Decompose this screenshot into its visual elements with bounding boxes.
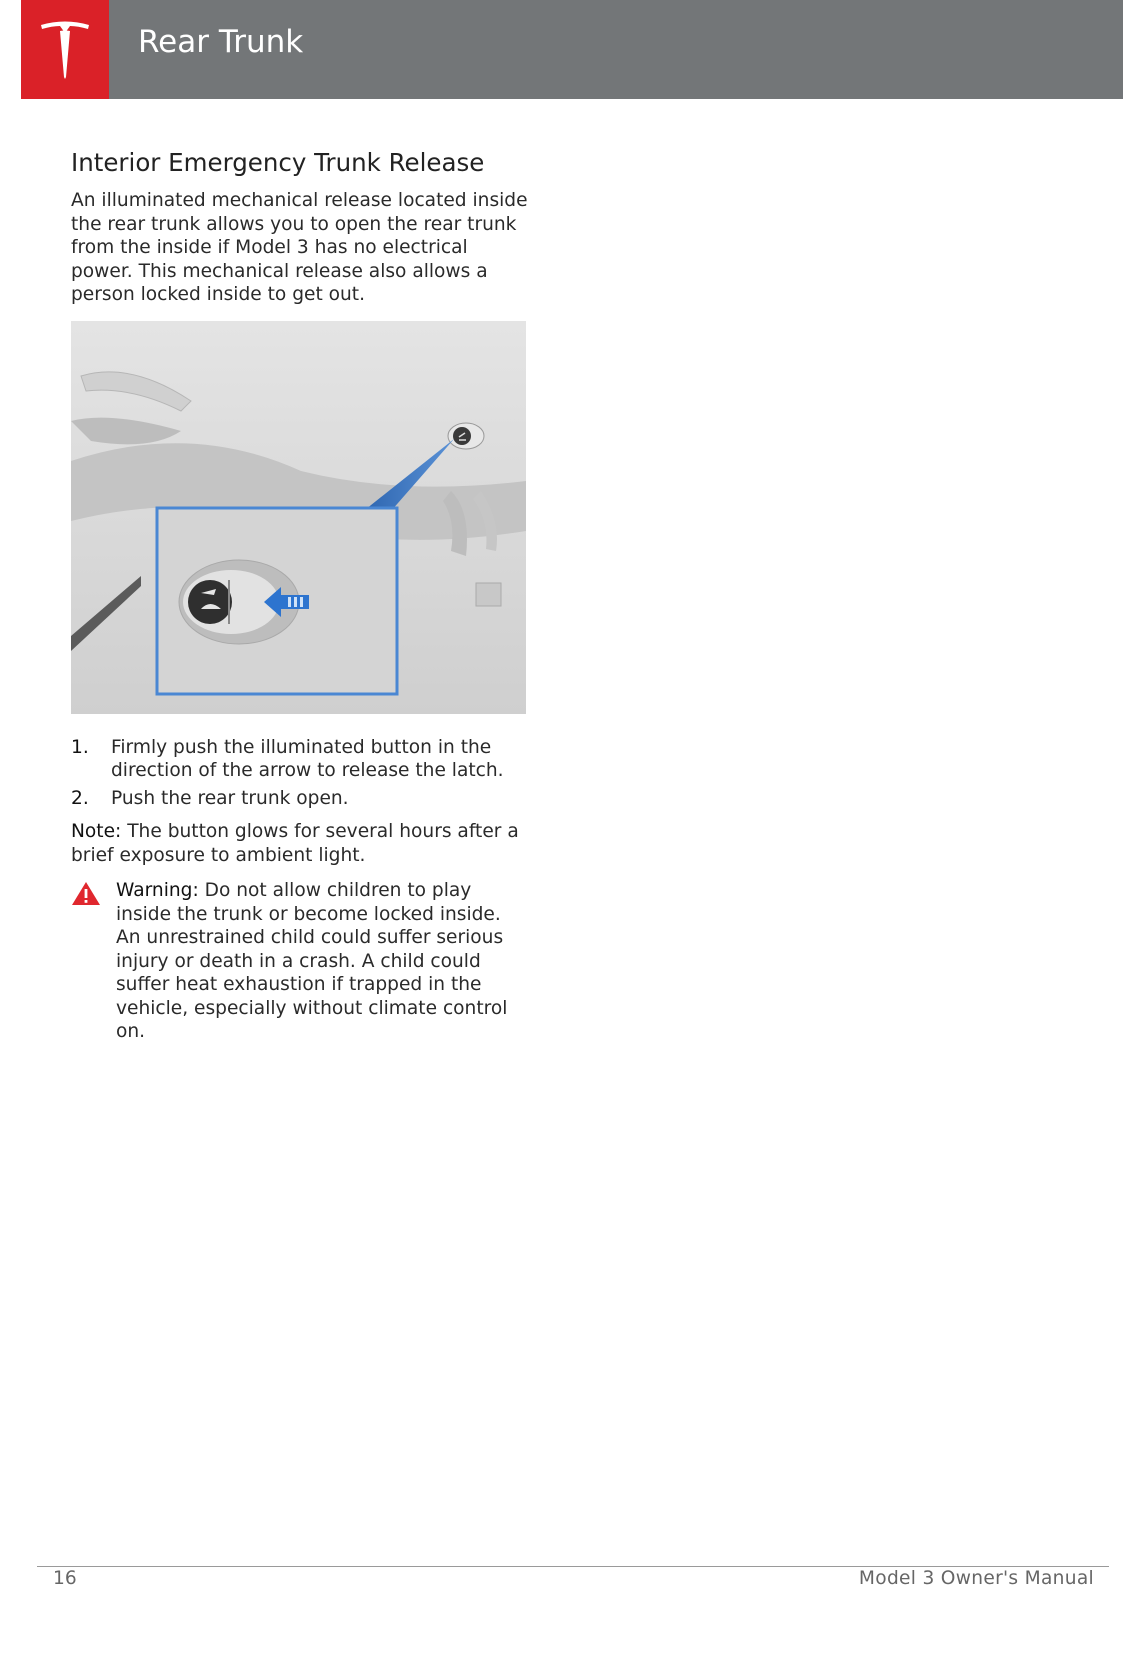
note-label: Note: <box>71 821 122 842</box>
footer-divider <box>37 1566 1109 1567</box>
warning-triangle-icon <box>71 881 101 906</box>
steps-list <box>71 736 531 811</box>
warning-paragraph <box>116 879 531 1044</box>
logo-box <box>21 0 109 99</box>
step-text: Push the rear trunk open. <box>111 787 349 809</box>
note-paragraph <box>71 820 531 867</box>
trunk-release-figure <box>71 321 526 714</box>
section-heading: Interior Emergency Trunk Release <box>71 148 485 177</box>
manual-name: Model 3 Owner's Manual <box>858 1568 1094 1589</box>
trunk-release-button-illustration <box>71 321 526 714</box>
tesla-logo-icon <box>38 19 92 81</box>
warning-text: Do not allow children to play inside the trunk or become locked inside. An unrestrained child could suffer serious injury or death in a crash. A child could suffer heat exhaustion if trapped in the vehicle, especially without climate control on. <box>116 880 508 1042</box>
page-number: 16 <box>53 1568 77 1589</box>
step-text: Firmly push the illuminated button in the direction of the arrow to release the latch. <box>111 736 504 781</box>
note-text: The button glows for several hours after a brief exposure to ambient light. <box>71 821 519 866</box>
warning-icon-wrap <box>71 879 116 1044</box>
list-item <box>71 787 531 811</box>
intro-paragraph: An illuminated mechanical release located inside the rear trunk allows you to open the rear trunk from the inside if Model 3 has no electrical power. This mechanical release also allows a person locked inside to get out. <box>71 190 528 305</box>
page-title: Rear Trunk <box>138 24 304 60</box>
warning-block <box>71 879 531 1044</box>
warning-label: Warning: <box>116 880 199 901</box>
step-number: 1. <box>71 736 89 758</box>
main-content <box>71 148 531 1044</box>
list-item <box>71 736 531 783</box>
page-header <box>21 0 1123 99</box>
step-number: 2. <box>71 787 89 809</box>
